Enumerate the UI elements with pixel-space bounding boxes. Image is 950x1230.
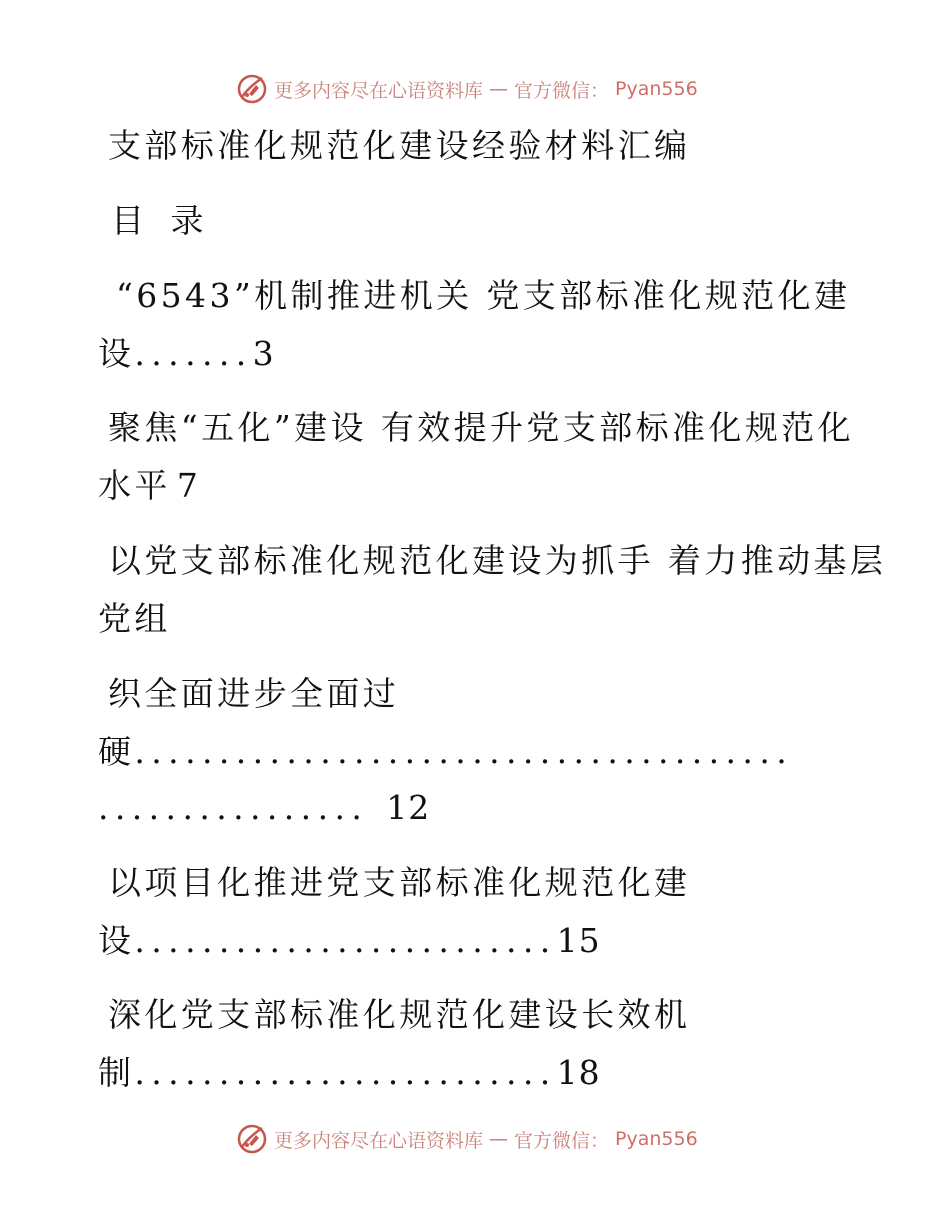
toc-entry-3-dots-cont: ................ — [98, 788, 369, 827]
watermark-dash: — — [489, 1128, 509, 1150]
toc-entry-4-page: 15 — [556, 921, 601, 960]
toc-entry-5-line1: 深化党支部标准化规范化建设长效机 — [108, 995, 691, 1034]
watermark-text: 更多内容尽在心语资料库 — [274, 79, 484, 102]
toc-entry-1-line1: “6543”机制推进机关 党支部标准化规范化建 — [116, 276, 851, 315]
toc-entry-5-text: 制 — [98, 1053, 135, 1092]
watermark-header — [236, 72, 698, 106]
toc-entry-4-text: 设 — [98, 921, 135, 960]
toc-entry-4-line1: 以项目化推进党支部标准化规范化建 — [108, 863, 691, 902]
toc-entry-1-dots: ....... — [134, 334, 253, 373]
toc-heading: 目 录 — [111, 201, 212, 240]
toc-entry-3-dots: ....................................... — [134, 732, 794, 771]
toc-entry-4-dots: ......................... — [134, 921, 557, 960]
toc-entry-3-page: 12 — [386, 788, 431, 827]
toc-entry-5-page: 18 — [556, 1053, 601, 1092]
toc-entry-3-line1: 以党支部标准化规范化建设为抓手 着力推动基层 — [108, 541, 887, 580]
toc-entry-1-text: 设 — [98, 334, 135, 373]
toc-entry-2-page: 7 — [176, 466, 199, 505]
toc-entry-3-text: 硬 — [98, 732, 135, 771]
toc-entry-5-dots: ......................... — [134, 1053, 557, 1092]
watermark-dash: — — [489, 78, 509, 100]
watermark-official: 官方微信： — [514, 1129, 610, 1152]
watermark-footer — [236, 1122, 698, 1156]
toc-entry-4-line2 — [98, 921, 601, 961]
toc-entry-2-line1: 聚焦“五化”建设 有效提升党支部标准化规范化 — [108, 408, 855, 447]
toc-entry-3-line2: 党组 — [98, 599, 171, 638]
toc-entry-1-line2 — [98, 334, 275, 374]
toc-entry-2-text: 水平 — [98, 466, 171, 505]
toc-entry-3-line3: 织全面进步全面过 — [108, 674, 400, 713]
watermark-wechat-id: Pyan556 — [615, 78, 698, 100]
toc-entry-1-page: 3 — [252, 334, 275, 373]
pen-logo-icon — [236, 1123, 268, 1155]
toc-entry-5-line2 — [98, 1053, 601, 1093]
toc-entry-3-line5 — [98, 788, 430, 828]
watermark-wechat-id: Pyan556 — [615, 1128, 698, 1150]
pen-logo-icon — [236, 73, 268, 105]
watermark-official: 官方微信： — [514, 79, 610, 102]
toc-entry-3-line4 — [98, 732, 793, 772]
document-title: 支部标准化规范化建设经验材料汇编 — [108, 126, 691, 165]
toc-entry-2-line2 — [98, 466, 199, 506]
watermark-text: 更多内容尽在心语资料库 — [274, 1129, 484, 1152]
